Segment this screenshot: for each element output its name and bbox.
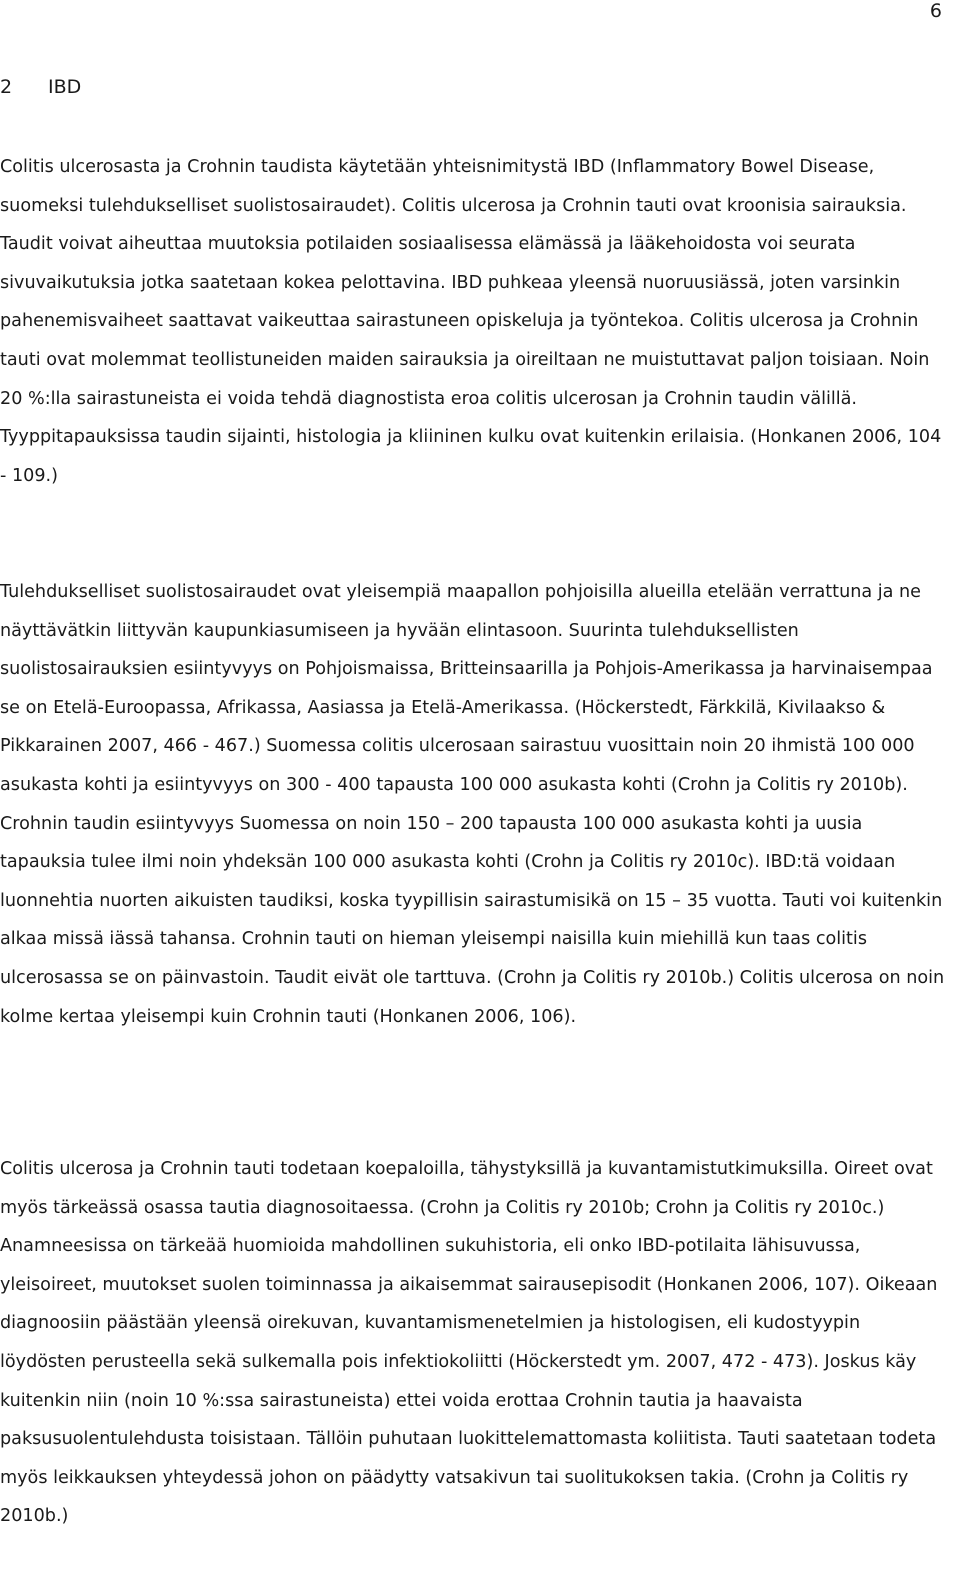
paragraph-ibd-definition: Colitis ulcerosasta ja Crohnin taudista käytetään yhteisnimitystä IBD (Inflammatory Bowel Disease, suomeksi tulehdukselliset suolistosairaudet). Colitis ulcerosa ja Crohnin tauti ovat kroonisia sairauksia. Taudit voivat aiheuttaa muutoksia potilaiden sosiaalisessa elämässä ja lääkehoidosta voi seurata sivuvaikutuksia jotka saatetaan kokea pelottavina. IBD puhkeaa yleensä nuoruusiässä, joten varsinkin pahenemisvaiheet saattavat vaikeuttaa sairastuneen opiskeluja ja työntekoa. Colitis ulcerosa ja Crohnin tauti ovat molemmat teollistuneiden maiden sairauksia ja oireiltaan ne muistuttavat paljon toisiaan. Noin 20 %:lla sairastuneista ei voida tehdä diagnostista eroa colitis ulcerosan ja Crohnin taudin välillä. Tyyppitapauksissa taudin sijainti, histologia ja kliininen kulku ovat kuitenkin erilaisia. (Honkanen 2006, 104 - 109.) xyxy=(0,157,942,486)
section-heading xyxy=(0,72,81,102)
section-title: IBD xyxy=(48,76,82,98)
section-number: 2 xyxy=(0,76,13,98)
page-number: 6 xyxy=(929,0,942,22)
paragraph-epidemiology: Tulehdukselliset suolistosairaudet ovat yleisempiä maapallon pohjoisilla alueilla etelään verrattuna ja ne näyttävätkin liittyvän kaupunkiasumiseen ja hyvään elintasoon. Suurinta tulehduksellisten suolistosairauksien esiintyvyys on Pohjoismaissa, Britteinsaarilla ja Pohjois-Amerikassa ja harvinaisempaa se on Etelä-Euroopassa, Afrikassa, Aasiassa ja Etelä-Amerikassa. (Höckerstedt, Färkkilä, Kivilaakso & Pikkarainen 2007, 466 - 467.) Suomessa colitis ulcerosaan sairastuu vuosittain noin 20 ihmistä 100 000 asukasta kohti ja esiintyvyys on 300 - 400 tapausta 100 000 asukasta kohti (Crohn ja Colitis ry 2010b). Crohnin taudin esiintyvyys Suomessa on noin 150 – 200 tapausta 100 000 asukasta kohti ja uusia tapauksia tulee ilmi noin yhdeksän 100 000 asukasta kohti (Crohn ja Colitis ry 2010c). IBD:tä voidaan luonnehtia nuorten aikuisten taudiksi, koska tyypillisin sairastumisikä on 15 – 35 vuotta. Tauti voi kuitenkin alkaa missä iässä tahansa. Crohnin tauti on hieman yleisempi naisilla kuin miehillä kun taas colitis ulcerosassa se on päinvastoin. Taudit eivät ole tarttuva. (Crohn ja Colitis ry 2010b.) Colitis ulcerosa on noin kolme kertaa yleisempi kuin Crohnin tauti (Honkanen 2006, 106). xyxy=(0,582,945,1027)
paragraph-diagnosis: Colitis ulcerosa ja Crohnin tauti todetaan koepaloilla, tähystyksillä ja kuvantamistutkimuksilla. Oireet ovat myös tärkeässä osassa tautia diagnosoitaessa. (Crohn ja Colitis ry 2010b; Crohn ja Colitis ry 2010c.) Anamneesissa on tärkeää huomioida mahdollinen sukuhistoria, eli onko IBD-potilaita lähisuvussa, yleisoireet, muutokset suolen toiminnassa ja aikaisemmat sairausepisodit (Honkanen 2006, 107). Oikeaan diagnoosiin päästään yleensä oirekuvan, kuvantamismenetelmien ja histologisen, eli kudostyypin löydösten perusteella sekä sulkemalla pois infektiokoliitti (Höckerstedt ym. 2007, 472 - 473). Joskus käy kuitenkin niin (noin 10 %:ssa sairastuneista) ettei voida erottaa Crohnin tautia ja haavaista paksusuolentulehdusta toisistaan. Tällöin puhutaan luokittelemattomasta koliitista. Tauti saatetaan todeta myös leikkauksen yhteydessä johon on päädytty vatsakivun tai suolitukoksen takia. (Crohn ja Colitis ry 2010b.) xyxy=(0,1159,938,1527)
